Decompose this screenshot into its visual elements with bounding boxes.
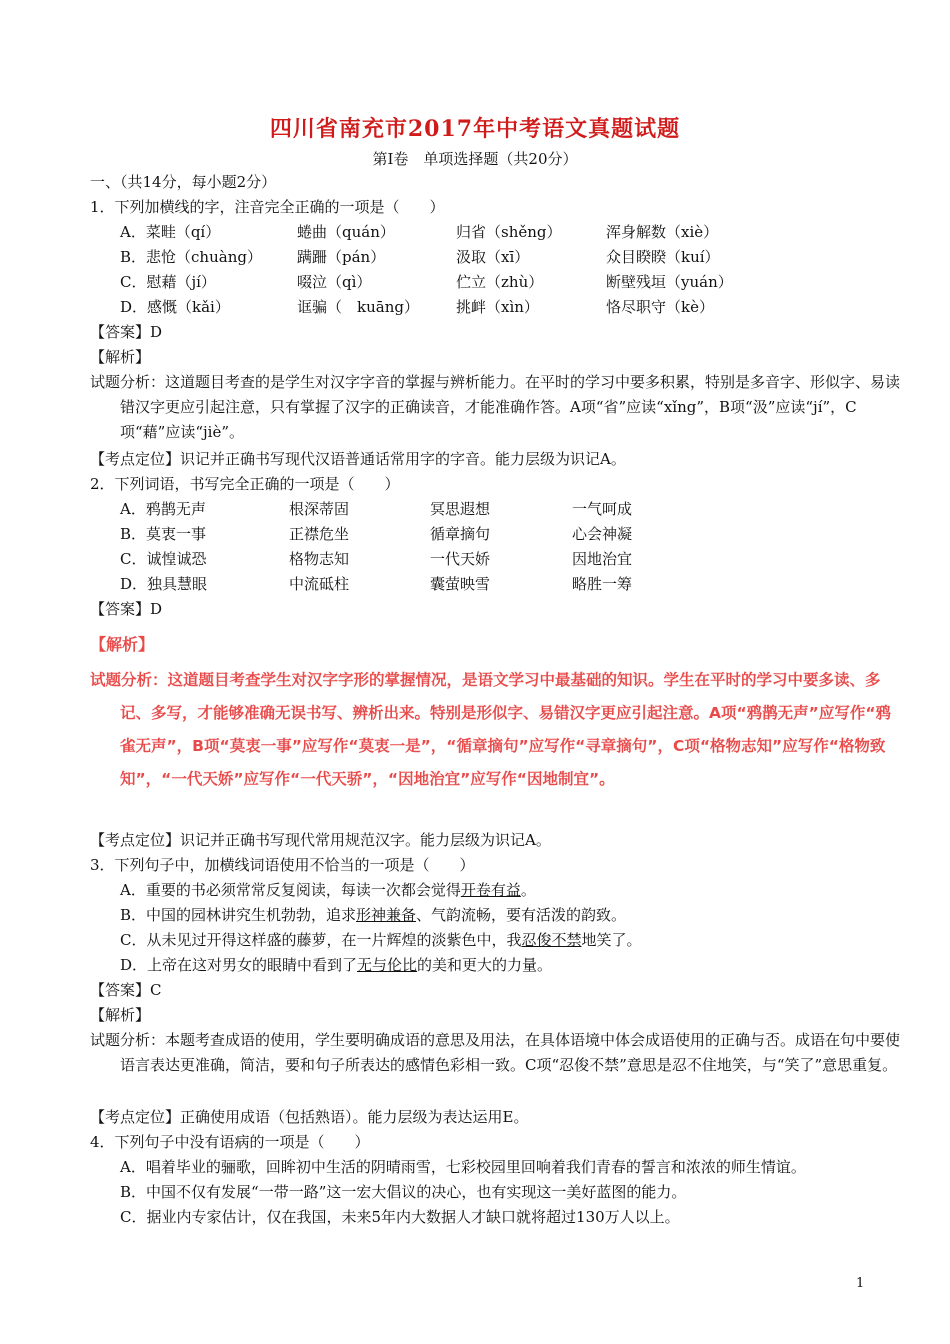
q2-option-a-1: A．鸦鹊无声: [120, 500, 206, 518]
q2-analysis-heading: 【解析】: [90, 635, 155, 654]
q2-option-b-3: 循章摘句: [430, 525, 491, 543]
q3-option-c-text: C．从未见过开得这样盛的藤萝，在一片辉煌的淡紫色中，我: [120, 931, 522, 949]
q3-option-c-end: 地笑了。: [581, 931, 642, 949]
q1-option-a-1: A．菜畦（qí）: [120, 223, 221, 241]
q3-option-d-text: D．上帝在这对男女的眼睛中看到了: [120, 956, 358, 974]
q4-option-b: B．中国不仅有发展“一带一路”这一宏大倡议的决心，也有实现这一美好蓝图的能力。: [120, 1183, 687, 1201]
q2-option-c-3: 一代天娇: [430, 550, 491, 568]
q1-option-d-3: 挑衅（xìn）: [456, 298, 539, 316]
q2-option-d-1: D．独具慧眼: [120, 575, 208, 593]
q1-answer: 【答案】D: [90, 323, 163, 341]
q2-option-c-1: C．诚惶诚恐: [120, 550, 207, 568]
q1-option-c-2: 啜泣（qì）: [297, 273, 372, 291]
q3-answer: 【答案】C: [90, 981, 162, 999]
q3-option-a: [120, 880, 536, 900]
q1-option-a-4: 浑身解数（xiè）: [606, 223, 719, 241]
section-subtitle: 第Ⅰ卷 单项选择题（共20分）: [372, 150, 578, 168]
q2-point: 【考点定位】识记并正确书写现代常用规范汉字。能力层级为识记A。: [90, 831, 551, 849]
q3-option-b-underlined: 形神兼备: [356, 906, 417, 924]
q1-option-a-3: 归省（shěng）: [456, 223, 562, 241]
q1-option-b-4: 众目睽睽（kuí）: [606, 248, 720, 266]
q1-option-b-3: 汲取（xī）: [456, 248, 530, 266]
q4-option-a: A．唱着毕业的骊歌，回眸初中生活的阴晴雨雪，七彩校园里回响着我们青春的誓言和浓浓的师生情谊。: [120, 1158, 806, 1176]
q2-answer: 【答案】D: [90, 600, 163, 618]
q2-option-d-3: 囊萤映雪: [430, 575, 491, 593]
q3-option-d: [120, 955, 552, 975]
page-title: 四川省南充市2017年中考语文真题试题: [269, 116, 681, 142]
q2-option-a-3: 冥思遐想: [430, 500, 491, 518]
q3-option-b-text: B．中国的园林讲究生机勃勃，追求: [120, 906, 357, 924]
q1-option-b-1: B．悲怆（chuàng）: [120, 248, 262, 266]
q1-option-d-1: D．感慨（kǎi）: [120, 298, 230, 316]
q3-option-d-underlined: 无与伦比: [357, 956, 418, 974]
q2-option-d-2: 中流砥柱: [289, 575, 350, 593]
q2-option-a-2: 根深蒂固: [289, 500, 350, 518]
q2-option-c-2: 格物志知: [289, 550, 350, 568]
q1-option-c-1: C．慰藉（jí）: [120, 273, 216, 291]
q1-point: 【考点定位】识记并正确书写现代汉语普通话常用字的字音。能力层级为识记A。: [90, 450, 626, 468]
q3-option-a-end: 。: [520, 881, 536, 899]
page-number: 1: [856, 1276, 865, 1291]
q3-option-a-underlined: 开卷有益: [460, 881, 521, 899]
q2-option-b-1: B．莫衷一事: [120, 525, 207, 543]
q2-option-c-4: 因地治宜: [572, 550, 633, 568]
q3-analysis: 试题分析：本题考查成语的使用，学生要明确成语的意思及用法，在具体语境中体会成语使用的正确与否。成语在句中要使语言表达更准确，简洁，要和句子所表达的感情色彩相一致。C项“忍俊不禁”意思是忍不住地笑，与“笑了”意思重复。: [90, 1031, 901, 1074]
q3-option-c-underlined: 忍俊不禁: [521, 931, 582, 949]
q3-option-d-end: 的美和更大的力量。: [417, 956, 553, 974]
q3-option-a-text: A．重要的书必须常常反复阅读，每读一次都会觉得: [120, 881, 461, 899]
q2-analysis: 试题分析：这道题目考查学生对汉字字形的掌握情况，是语文学习中最基础的知识。学生在平时的学习中要多读、多记、多写，才能够准确无误书写、辨析出来。特别是形似字、易错汉字更应引起注意。A项“鸦鹊无声”应写作“鸦雀无声”，B项“莫衷一事”应写作“莫衷一是”，“循章摘句”应写作“寻章摘句”，C项“格物志知”应写作“格物致知”，“一代天娇”应写作“一代天骄”，“因地治宜”应写作“因地制宜”。: [90, 671, 892, 788]
question-1-stem: 1．下列加横线的字，注音完全正确的一项是（ ）: [90, 198, 445, 216]
question-3-stem: 3．下列句子中，加横线词语使用不恰当的一项是（ ）: [90, 856, 475, 874]
q2-option-d-4: 略胜一筹: [572, 575, 633, 593]
q2-option-b-2: 正襟危坐: [289, 525, 350, 543]
q3-analysis-heading: 【解析】: [90, 1006, 151, 1024]
q3-option-c: [120, 930, 642, 950]
q1-analysis-heading: 【解析】: [90, 348, 151, 366]
q3-option-b-end: 、气韵流畅，要有活泼的韵致。: [416, 906, 627, 924]
q1-option-d-4: 恪尽职守（kè）: [606, 298, 714, 316]
q1-option-c-4: 断壁残垣（yuán）: [606, 273, 733, 291]
q3-point: 【考点定位】正确使用成语（包括熟语）。能力层级为表达运用E。: [90, 1108, 529, 1126]
q1-option-d-2: 诓骗（ kuāng）: [297, 298, 419, 316]
q2-option-a-4: 一气呵成: [572, 500, 633, 518]
q1-analysis: 试题分析：这道题目考查的是学生对汉字字音的掌握与辨析能力。在平时的学习中要多积累，特别是多音字、形似字、易读错汉字更应引起注意，只有掌握了汉字的正确读音，才能准确作答。A项“省”应读“xǐng”，B项“汲”应读“jí”，C项“藉”应读“jiè”。: [90, 373, 901, 441]
q2-option-b-4: 心会神凝: [572, 525, 633, 543]
q4-option-c: C．据业内专家估计，仅在我国，未来5年内大数据人才缺口就将超过130万人以上。: [120, 1208, 680, 1226]
q1-option-c-3: 伫立（zhù）: [456, 273, 544, 291]
q3-option-b: [120, 905, 626, 925]
question-4-stem: 4．下列句子中没有语病的一项是（ ）: [90, 1133, 370, 1151]
q1-option-b-2: 蹒跚（pán）: [297, 248, 386, 266]
q1-option-a-2: 蜷曲（quán）: [297, 223, 395, 241]
question-2-stem: 2．下列词语，书写完全正确的一项是（ ）: [90, 475, 400, 493]
section-heading: 一、（共14分，每小题2分）: [90, 173, 277, 191]
